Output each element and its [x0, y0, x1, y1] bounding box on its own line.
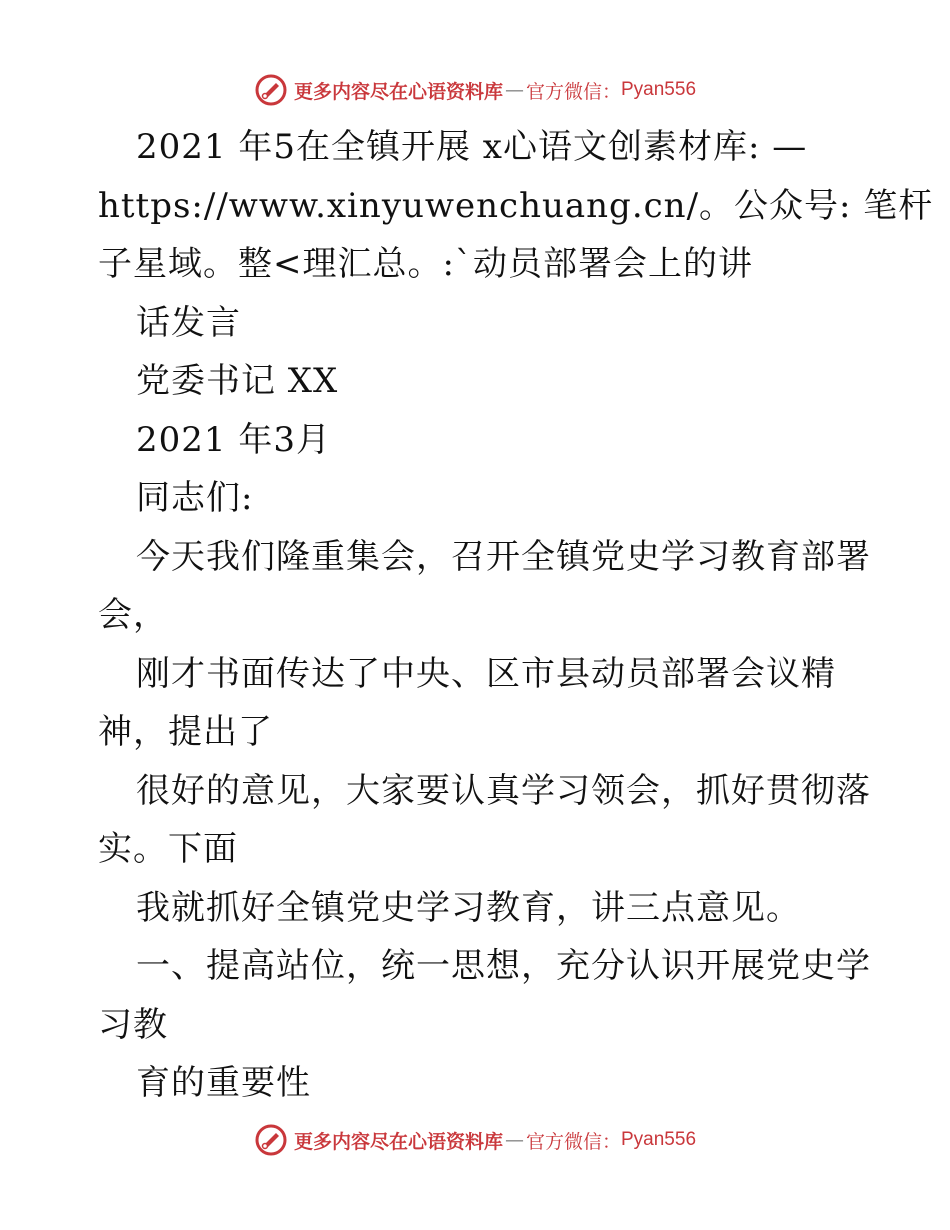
- text-line: 2021 年3月: [136, 419, 331, 460]
- watermark-wechat-label: 官方微信：: [525, 80, 621, 103]
- text-line: https://www.xinyuwenchuang.cn/。公众号: 笔杆: [98, 185, 934, 226]
- text-line: 习教: [98, 1004, 168, 1045]
- text-line: 2021 年5在全镇开展 x心语文创素材库: —: [136, 127, 808, 167]
- text-line: 很好的意见，大家要认真学习领会，抓好贯彻落: [136, 770, 871, 811]
- watermark-dash: —: [504, 1129, 524, 1151]
- text-line: 同志们:: [136, 478, 254, 518]
- text-line: 子星域。整<理汇总。:`动员部署会上的讲: [98, 244, 753, 284]
- watermark-main-text: 更多内容尽在心语资料库: [293, 1130, 503, 1153]
- watermark-wechat-id: Pyan556: [621, 79, 697, 100]
- watermark-dash: —: [504, 79, 524, 101]
- text-line: 会，: [98, 595, 168, 635]
- text-line: 神，提出了: [98, 712, 273, 752]
- text-line: 实。下面: [98, 829, 238, 869]
- footer-watermark: [0, 1120, 950, 1160]
- seal-logo-icon: [254, 1123, 288, 1157]
- watermark-wechat-label: 官方微信：: [525, 1130, 621, 1153]
- text-line: 我就抓好全镇党史学习教育，讲三点意见。: [136, 887, 801, 928]
- seal-logo-icon: [254, 73, 288, 107]
- text-line: 党委书记 XX: [136, 361, 339, 401]
- text-line: 育的重要性: [136, 1063, 311, 1103]
- document-body: [98, 118, 934, 1113]
- text-line: 话发言: [136, 302, 241, 343]
- header-watermark: [0, 70, 950, 110]
- watermark-wechat-id: Pyan556: [621, 1129, 697, 1150]
- text-line: 今天我们隆重集会，召开全镇党史学习教育部署: [136, 536, 871, 577]
- watermark-main-text: 更多内容尽在心语资料库: [293, 80, 503, 103]
- text-line: 刚才书面传达了中央、区市县动员部署会议精: [136, 653, 836, 694]
- text-line: 一、提高站位，统一思想，充分认识开展党史学: [136, 946, 871, 986]
